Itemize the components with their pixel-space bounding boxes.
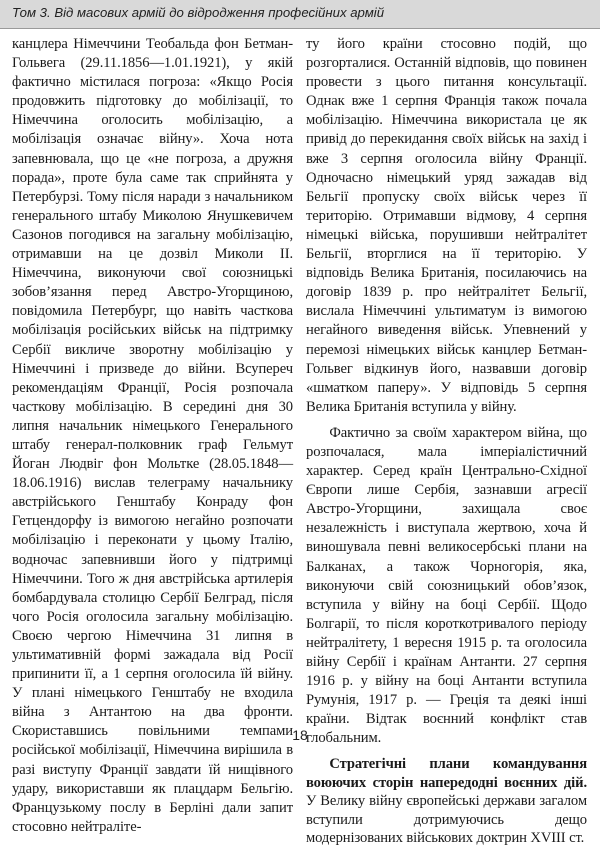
page-number: 18	[292, 727, 308, 743]
text-column-right	[306, 35, 587, 847]
paragraph: Фактично за своїм характером війна, що розпочалася, мала імперіалістичний характер. Серед країн Центрально-Східної Європи лише Сербія, зазнавши агресії Австро-Угорщини, захищала своє незалежність і виступала жертвою, хоча й виношувала певні великосербські плани на Балканах, а також Чорногорія, яка, виконуючи свій союзницький обов’язок, вступила у війну на боці Сербії. Щодо Болгарії, то після короткотривалого періоду нейтралітету, 1 вересня 1915 р. та оголосила війну Сербії і країнам Антанти. 27 серпня 1916 р. у війну на боці Антанти вступила Румунія, 1917 р. — Греція та деякі інші країни. Відтак воєнний конфлікт став глобальним.	[306, 424, 587, 747]
paragraph: ту його країни стосовно подій, що розгорталися. Останній відповів, що повинен провести з цього питання консультації. Однак вже 1 серпня Франція також почала мобілізацію. Німеччина використала це як привід до перекидання своїх військ на захід і вже 3 серпня оголосила війну Франції. Одночасно німецький уряд зажадав від Бельгії пропуску своїх військ через її територію. Отримавши відмову, 4 серпня німецькі війська, порушивши нейтралітет Бельгії, вторглися на її територію. У відповідь Велика Британія, посилаючись на договір 1839 р. про нейтралітет Бельгії, вислала Німеччині ультиматум із вимогою негайного виведення військ. Упевнений у перемозі німецьких військ канцлер Бетман-Гольвег відкинув його, назвавши договір «шматком паперу». У відповідь 5 серпня Велика Британія вступила у війну.	[306, 36, 587, 415]
section-text: У Велику війну європейські держави загалом вступили дотримуючись дещо модернізованих військових доктрин XVIII ст.	[306, 793, 587, 847]
running-header	[0, 0, 600, 29]
section-paragraph	[306, 755, 587, 848]
section-heading: Стратегічні плани командування воюючих сторін напередодні воєнних дій.	[306, 756, 587, 791]
running-header-title: Том 3. Від масових армій до відродження професійних армій	[12, 5, 385, 20]
text-column-left	[12, 35, 293, 835]
paragraph: канцлера Німеччини Теобальда фон Бетман-Гольвега (29.11.1856—1.01.1921), у якій фактично містилася погроза: «Якщо Росія продовжить підготовку до мобілізації, то Німеччина оголосить мобілізацію, а мобілізація означає війну». Хоча нота запевнювала, що це «не погроза, а дружня порада», проте була саме так сприйнята у Петербурзі. Тому після наради з начальником генерального штабу Миколою Янушкевичем Сазонов погодився на загальну мобілізацію, отримавши на це дозвіл Миколи II. Німеччина, виконуючи свої союзницькі зобов’язання перед Австро-Угорщиною, повідомила Петербург, що навіть часткова мобілізація російських військ на підтримку Сербії викличе зворотну мобілізацію у Німеччині і призведе до війни. Всупереч рекомендаціям Франції, Росія розпочала часткову мобілізацію. В середині дня 30 липня начальник німецького Генерального штабу генерал-полковник граф Гельмут Йоган Людвіг фон Мольтке (28.05.1848—18.06.1916) вислав телеграму начальнику австрійського Генштабу Конраду фон Гетцендорфу із вимогою негайно розпочати мобілізацію і переконати у цьому Італію, водночас запевнивши його у підтримці Німеччини. Того ж дня австрійська артилерія бомбардувала столицю Сербії Белград, після чого Росія оголосила загальну мобілізацію. Своєю чергою Німеччина 31 липня в ультимативній формі зажадала від Росії припинити її, а 1 серпня оголосила їй війну. У плані німецького Генштабу не входила війна з Антантою на два фронти. Скориставшись повільними темпами російської мобілізації, Німеччина вирішила в разі виступу Франції завдати їй нищівного удару, використавши як плацдарм Бельгію. Французькому послу в Берліні дали запит стосовно нейтраліте-	[12, 36, 293, 835]
